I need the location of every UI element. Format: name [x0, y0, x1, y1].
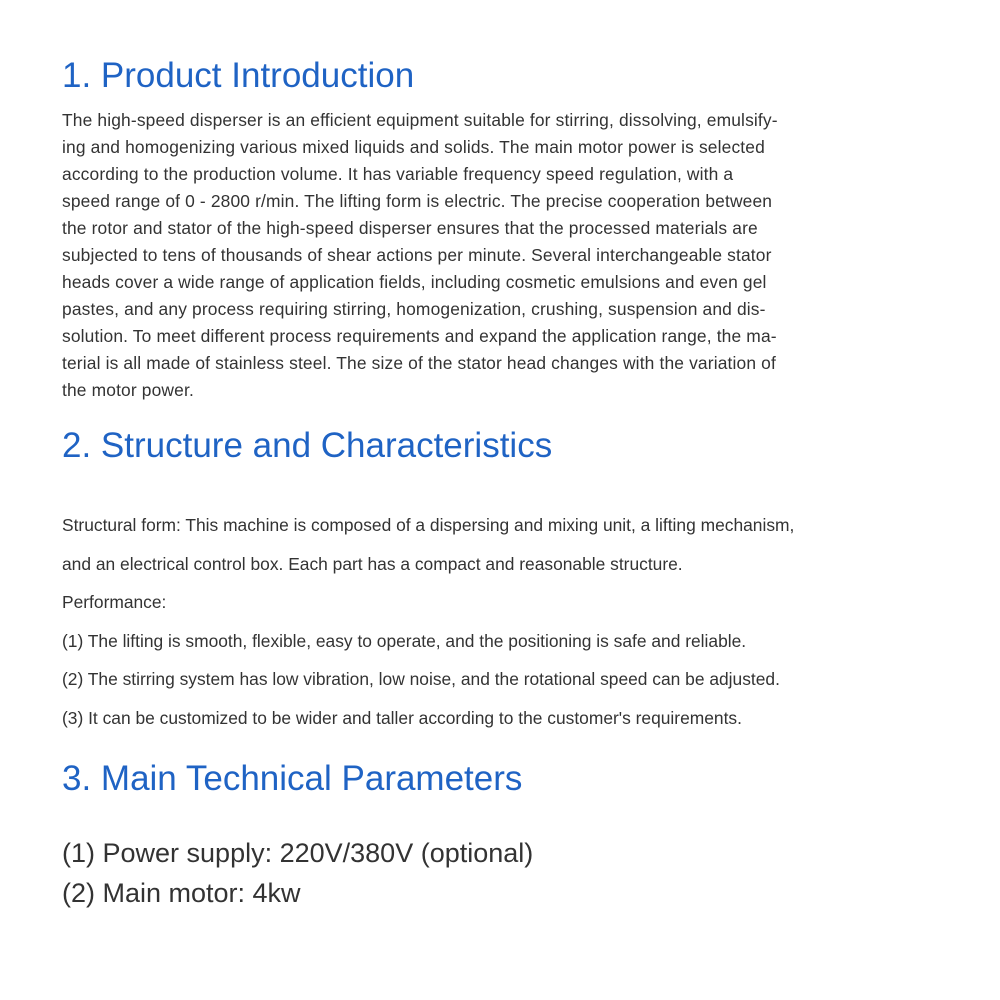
section-heading-structure-characteristics: 2. Structure and Characteristics	[62, 426, 553, 465]
structural-form-line: and an electrical control box. Each part has a compact and reasonable structure.	[62, 553, 683, 574]
paragraph-line: pastes, and any process requiring stirring, homogenization, crushing, suspension and dis-	[62, 299, 766, 319]
performance-item: (2) The stirring system has low vibration, low noise, and the rotational speed can be adjusted.	[62, 669, 780, 689]
paragraph-line: the rotor and stator of the high-speed disperser ensures that the processed materials are	[62, 218, 758, 238]
parameter-main-motor: (2) Main motor: 4kw	[62, 878, 301, 908]
paragraph-line: solution. To meet different process requirements and expand the application range, the ma-	[62, 326, 777, 346]
paragraph-line: speed range of 0 - 2800 r/min. The lifting form is electric. The precise cooperation between	[62, 191, 773, 211]
structure-characteristics-list	[62, 506, 992, 737]
section-heading-product-introduction: 1. Product Introduction	[62, 56, 415, 95]
paragraph-line: terial is all made of stainless steel. The size of the stator head changes with the variation of	[62, 353, 776, 373]
parameter-power-supply: (1) Power supply: 220V/380V (optional)	[62, 838, 534, 868]
performance-item: (3) It can be customized to be wider and taller according to the customer's requirements.	[62, 707, 742, 728]
paragraph-line: subjected to tens of thousands of shear actions per minute. Several interchangeable stator	[62, 245, 772, 265]
product-introduction-paragraph	[62, 107, 942, 404]
paragraph-line: heads cover a wide range of application fields, including cosmetic emulsions and even gel	[62, 272, 767, 292]
paragraph-line: The high-speed disperser is an efficient equipment suitable for stirring, dissolving, emulsify-	[62, 110, 778, 130]
section-heading-technical-parameters: 3. Main Technical Parameters	[62, 759, 523, 798]
performance-item: (1) The lifting is smooth, flexible, easy to operate, and the positioning is safe and reliable.	[62, 630, 747, 651]
paragraph-line: the motor power.	[62, 380, 194, 400]
structural-form-line: Structural form: This machine is composed of a dispersing and mixing unit, a lifting mechanism,	[62, 515, 795, 535]
paragraph-line: according to the production volume. It has variable frequency speed regulation, with a	[62, 164, 734, 184]
performance-label: Performance:	[62, 592, 167, 612]
technical-parameters-list	[62, 833, 533, 913]
paragraph-line: ing and homogenizing various mixed liquids and solids. The main motor power is selected	[62, 137, 765, 157]
